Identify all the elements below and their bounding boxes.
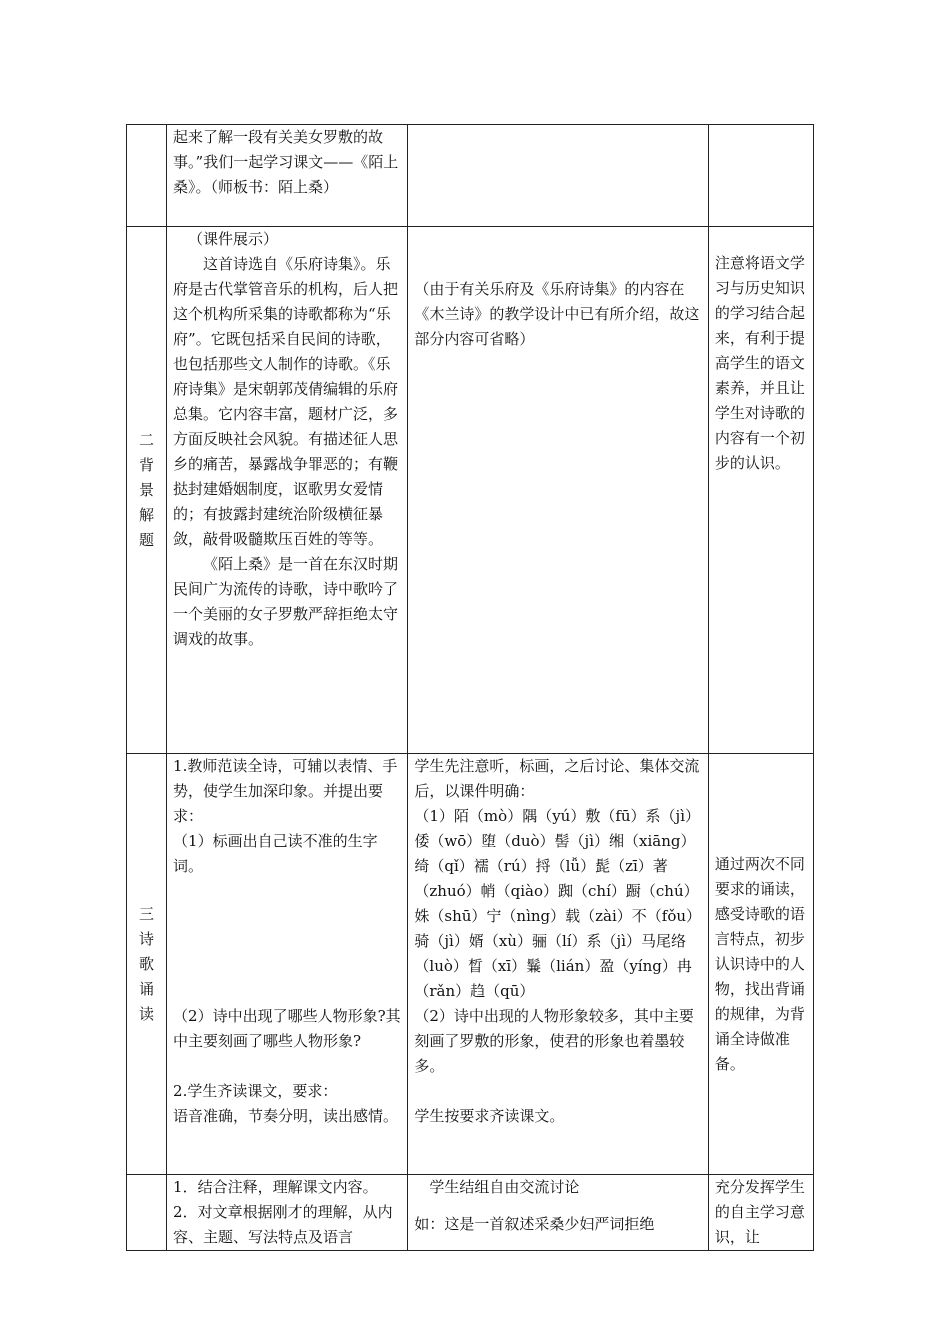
lesson-plan-table <box>126 124 814 1251</box>
student-activity-cell <box>408 754 708 1175</box>
student-activity-cell <box>408 227 708 754</box>
teacher-paragraph: 起来了解一段有关美女罗敷的故事。”我们一起学习课文——《陌上桑》。（师板书：陌上桑） <box>173 128 399 196</box>
teacher-paragraph: 这首诗选自《乐府诗集》。乐府是古代掌管音乐的机构，后人把这个机构所采集的诗歌都称为“乐府”。它既包括采自民间的诗歌，也包括那些文人制作的诗歌。《乐府诗集》是宋朝郭茂倩编辑的乐府总集。它内容丰富，题材广泛，多方面反映社会风貌。有描述征人思乡的痛苦，暴露战争罪恶的；有鞭挞封建婚姻制度，讴歌男女爱情的；有披露封建统治阶级横征暴敛，敲骨吸髓欺压百姓的等等。 <box>173 255 399 548</box>
design-intent-cell <box>708 227 813 754</box>
student-paragraph: 如：这是一首叙述采桑少妇严词拒绝 <box>414 1215 655 1233</box>
table-row <box>127 1175 814 1251</box>
teacher-activity-cell <box>167 754 408 1175</box>
design-intent-cell <box>708 125 813 227</box>
teacher-paragraph: 1．结合注释，理解课文内容。 <box>173 1178 378 1196</box>
table-row <box>127 754 814 1175</box>
section-cell <box>127 125 167 227</box>
section-cell <box>127 754 167 1175</box>
pinyin-list: （1）陌（mò）隅（yú）敷（fū）系（jì）倭（wō）堕（duò）髻（jì）缃（xiāng）绮（qǐ）襦（rú）捋（lǚ）髭（zī）著（zhuó）帩（qiào）踟（chí）蹰（chú）姝（shū）宁（nìng）载（zài）不（fǒu）骑（jì）婿（xù）骊（lí）系（jì）马尾络（luò）晳（xī）鬑（lián）盈（yíng）冉（rǎn）趋（qū） <box>414 807 702 1000</box>
intent-paragraph: 通过两次不同要求的诵读，感受诗歌的语言特点，初步认识诗中的人物，找出背诵的规律，为背诵全诗做准备。 <box>714 854 805 1073</box>
teacher-paragraph: 2.学生齐读课文，要求： <box>173 1082 338 1100</box>
table-row <box>127 227 814 754</box>
teacher-paragraph: 《陌上桑》是一首在东汉时期民间广为流传的诗歌，诗中歌吟了一个美丽的女子罗敷严辞拒绝太守调戏的故事。 <box>173 555 399 648</box>
teacher-paragraph: （课件展示） <box>188 230 279 248</box>
student-paragraph: 学生按要求齐读课文。 <box>414 1107 565 1125</box>
teacher-paragraph: （2）诗中出现了哪些人物形象?其中主要刻画了哪些人物形象? <box>173 1007 401 1050</box>
teacher-paragraph: （1）标画出自己读不准的生字词。 <box>173 832 378 875</box>
student-paragraph: 学生先注意听，标画，之后讨论、集体交流后，以课件明确： <box>414 757 700 800</box>
section-cell <box>127 227 167 754</box>
intent-paragraph: 注意将语文学习与历史知识的学习结合起来，有利于提高学生的语文素养，并且让学生对诗歌的内容有一个初步的认识。 <box>714 254 805 472</box>
teacher-paragraph: 语音准确，节奏分明，读出感情。 <box>173 1107 399 1125</box>
student-activity-cell <box>408 125 708 227</box>
design-intent-cell <box>708 754 813 1175</box>
teacher-paragraph: 2．对文章根据刚才的理解，从内容、主题、写法特点及语言 <box>173 1203 393 1246</box>
section-label: 三诗歌诵读 <box>139 904 155 1023</box>
section-cell <box>127 1175 167 1251</box>
intent-paragraph: 充分发挥学生的自主学习意识，让 <box>714 1178 805 1246</box>
teacher-paragraph: 1.教师范读全诗，可辅以表情、手势，使学生加深印象。并提出要求： <box>173 757 398 825</box>
teacher-activity-cell <box>167 227 408 754</box>
table-row <box>127 125 814 227</box>
teacher-activity-cell <box>167 1175 408 1251</box>
design-intent-cell <box>708 1175 813 1251</box>
student-paragraph: （由于有关乐府及《乐府诗集》的内容在《木兰诗》的教学设计中已有所介绍，故这部分内容可省略） <box>414 280 700 348</box>
student-activity-cell <box>408 1175 708 1251</box>
student-paragraph: （2）诗中出现的人物形象较多，其中主要刻画了罗敷的形象，使君的形象也着墨较多。 <box>414 1007 694 1075</box>
teacher-activity-cell <box>167 125 408 227</box>
section-label: 二背景解题 <box>139 430 155 549</box>
student-paragraph: 学生结组自由交流讨论 <box>429 1178 580 1196</box>
